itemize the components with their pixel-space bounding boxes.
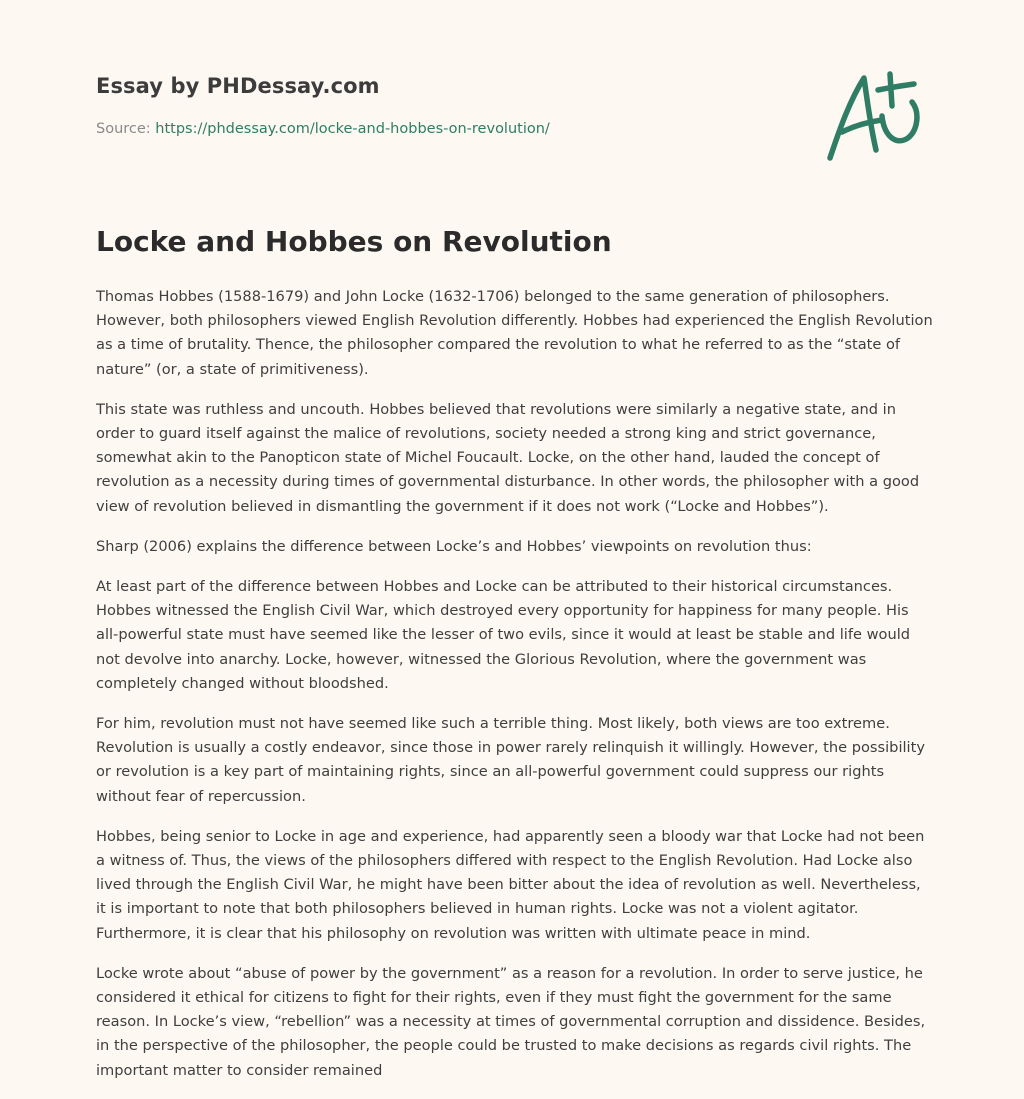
essay-body <box>96 285 934 1099</box>
brand-name: Essay by PHDessay.com <box>96 74 380 98</box>
paragraph: Sharp (2006) explains the difference between Locke’s and Hobbes’ viewpoints on revolution thus: <box>96 537 812 555</box>
paragraph: At least part of the difference between Hobbes and Locke can be attributed to their historical circumstances. Hobbes witnessed the English Civil War, which destroyed every opportunity for happiness for many people. His all-powerful state must have seemed like the lesser of two evils, since it would at least be stable and life would not devolve into anarchy. Locke, however, witnessed the Glorious Revolution, where the government was completely changed without bloodshed. <box>96 578 911 692</box>
source-link[interactable]: https://phdessay.com/locke-and-hobbes-on-revolution/ <box>155 121 550 137</box>
source-label: Source: <box>96 121 151 137</box>
essay-title: Locke and Hobbes on Revolution <box>96 225 612 258</box>
paragraph: Thomas Hobbes (1588-1679) and John Locke (1632-1706) belonged to the same generation of philosophers. However, both philosophers viewed English Revolution differently. Hobbes had experienced the English Revolution as a time of brutality. Thence, the philosopher compared the revolution to what he referred to as the “state of nature” (or, a state of primitiveness). <box>96 288 933 378</box>
source-line <box>96 121 928 137</box>
paragraph: Hobbes, being senior to Locke in age and experience, had apparently seen a bloody war that Locke had not been a witness of. Thus, the views of the philosophers differed with respect to the English Revolution. Had Locke also lived through the English Civil War, he might have been bitter about the idea of revolution as well. Nevertheless, it is important to note that both philosophers believed in human rights. Locke was not a violent agitator. Furthermore, it is clear that his philosophy on revolution was written with ultimate peace in mind. <box>96 827 925 942</box>
paragraph: This state was ruthless and uncouth. Hobbes believed that revolutions were similarly a negative state, and in order to guard itself against the malice of revolutions, society needed a strong king and strict governance, somewhat akin to the Panopticon state of Michel Foucault. Locke, on the other hand, lauded the concept of revolution as a necessity during times of governmental disturbance. In other words, the philosopher with a good view of revolution believed in dismantling the government if it does not work (“Locke and Hobbes”). <box>96 400 920 515</box>
a-plus-grade-logo-icon <box>820 66 930 166</box>
paragraph: Locke wrote about “abuse of power by the government” as a reason for a revolution. In order to serve justice, he considered it ethical for citizens to fight for their rights, even if they must fight the government for the same reason. In Locke’s view, “rebellion” was a necessity at times of governmental corruption and dissidence. Besides, in the perspective of the philosopher, the people could be trusted to make decisions as regards civil rights. The important matter to consider remained <box>96 964 926 1079</box>
paragraph: For him, revolution must not have seemed like such a terrible thing. Most likely, both views are too extreme. Revolution is usually a costly endeavor, since those in power rarely relinquish it willingly. However, the possibility or revolution is a key part of maintaining rights, since an all-powerful government could suppress our rights without fear of repercussion. <box>96 715 925 805</box>
page-header <box>96 74 928 137</box>
